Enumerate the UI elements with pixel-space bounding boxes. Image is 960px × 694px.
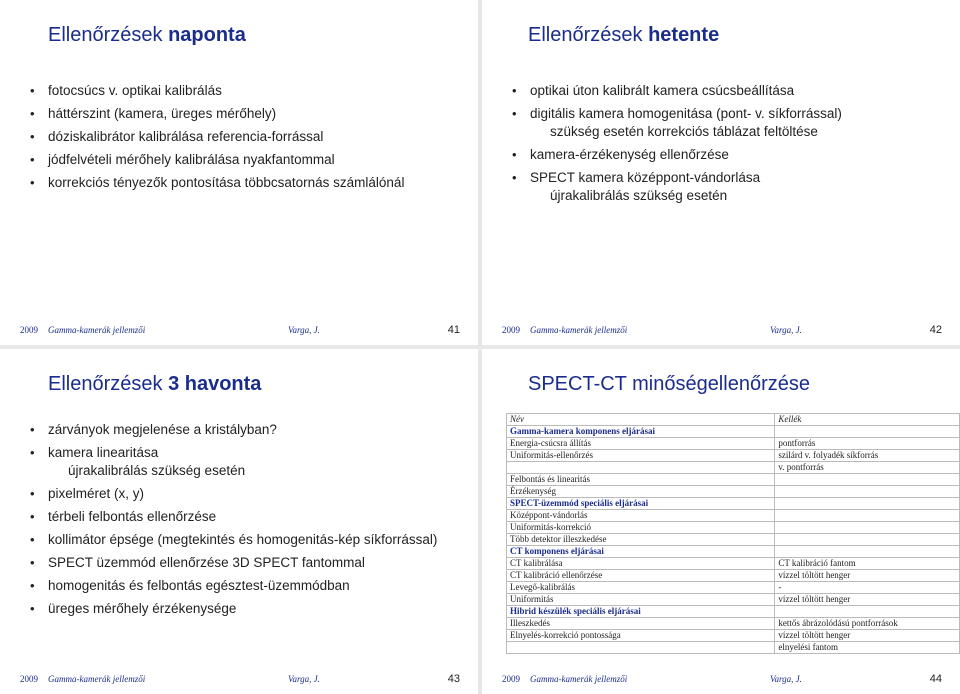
slide-42 bbox=[482, 0, 960, 345]
footer-author: Varga, J. bbox=[770, 325, 802, 335]
table-section-row bbox=[507, 546, 960, 558]
page-number: 43 bbox=[447, 673, 460, 685]
procedure-cell: Elnyelés-korrekció pontossága bbox=[507, 630, 775, 642]
bullet-item: • korrekciós tényezők pontosítása többcsatornás számlálónál bbox=[30, 174, 404, 192]
procedure-cell: Hibrid készülék speciális eljárásai bbox=[507, 606, 775, 618]
procedure-cell: Érzékenység bbox=[507, 486, 775, 498]
bullet-list bbox=[512, 82, 842, 210]
procedure-cell bbox=[507, 642, 775, 654]
tool-cell: CT kalibráció fantom bbox=[775, 558, 960, 570]
title-prefix: Ellenőrzések bbox=[528, 24, 649, 46]
tool-cell: - bbox=[775, 582, 960, 594]
bullet-item: • kollimátor épsége (megtekintés és homogenitás-kép síkforrással) bbox=[30, 531, 437, 549]
slide-title bbox=[48, 373, 261, 396]
tool-cell bbox=[775, 534, 960, 546]
procedure-cell: CT kalibrálása bbox=[507, 558, 775, 570]
table-row bbox=[507, 618, 960, 630]
table-section-row bbox=[507, 498, 960, 510]
slide-43 bbox=[0, 349, 478, 694]
procedure-cell bbox=[507, 462, 775, 474]
table-row bbox=[507, 474, 960, 486]
tool-cell: szilárd v. folyadék síkforrás bbox=[775, 450, 960, 462]
qc-table bbox=[506, 413, 960, 654]
footer-topic: Gamma-kamerák jellemzői bbox=[530, 674, 628, 684]
bullet-item: • kamera linearitása bbox=[30, 444, 437, 462]
table-row bbox=[507, 582, 960, 594]
page-number: 44 bbox=[929, 673, 942, 685]
tool-cell: pontforrás bbox=[775, 438, 960, 450]
tool-cell: vízzel töltött henger bbox=[775, 630, 960, 642]
tool-cell: vízzel töltött henger bbox=[775, 594, 960, 606]
tool-cell bbox=[775, 426, 960, 438]
title-emphasis: 3 havonta bbox=[168, 373, 262, 395]
tool-cell bbox=[775, 498, 960, 510]
footer-topic: Gamma-kamerák jellemzői bbox=[48, 674, 146, 684]
bullet-item: • digitális kamera homogenitása (pont- v. síkforrással) bbox=[512, 105, 842, 123]
bullet-item: • térbeli felbontás ellenőrzése bbox=[30, 508, 437, 526]
footer-topic: Gamma-kamerák jellemzői bbox=[48, 325, 146, 335]
footer-topic: Gamma-kamerák jellemzői bbox=[530, 325, 628, 335]
procedure-cell: Gamma-kamera komponens eljárásai bbox=[507, 426, 775, 438]
sub-item: újrakalibrálás szükség esetén bbox=[550, 188, 728, 203]
bullet-list bbox=[30, 421, 437, 623]
procedure-cell: Illeszkedés bbox=[507, 618, 775, 630]
table-body bbox=[507, 426, 960, 654]
tool-cell bbox=[775, 522, 960, 534]
table-row bbox=[507, 558, 960, 570]
header-tool: Kellék bbox=[775, 414, 960, 426]
procedure-cell: Uniformitás-ellenőrzés bbox=[507, 450, 775, 462]
procedure-cell: Felbontás és linearitás bbox=[507, 474, 775, 486]
sub-item: újrakalibrálás szükség esetén bbox=[68, 463, 246, 478]
header-name: Név bbox=[507, 414, 775, 426]
slide-title: SPECT-CT minőségellenőrzése bbox=[528, 373, 810, 395]
table-row bbox=[507, 594, 960, 606]
table-row bbox=[507, 534, 960, 546]
bullet-list bbox=[30, 82, 404, 197]
table-row bbox=[507, 486, 960, 498]
slide-44 bbox=[482, 349, 960, 694]
footer-author: Varga, J. bbox=[288, 325, 320, 335]
procedure-cell: Levegő-kalibrálás bbox=[507, 582, 775, 594]
tool-cell: elnyelési fantom bbox=[775, 642, 960, 654]
procedure-cell: Uniformitás bbox=[507, 594, 775, 606]
bullet-item: • jódfelvételi mérőhely kalibrálása nyakfantommal bbox=[30, 151, 404, 169]
page-number: 42 bbox=[929, 324, 942, 336]
bullet-item: • fotocsúcs v. optikai kalibrálás bbox=[30, 82, 404, 100]
tool-cell: vízzel töltött henger bbox=[775, 570, 960, 582]
table-row bbox=[507, 462, 960, 474]
tool-cell bbox=[775, 486, 960, 498]
footer-year: 2009 bbox=[502, 325, 520, 335]
table-row bbox=[507, 522, 960, 534]
slide-title bbox=[528, 24, 719, 47]
footer-year: 2009 bbox=[20, 325, 38, 335]
procedure-cell: Középpont-vándorlás bbox=[507, 510, 775, 522]
slide-footer bbox=[502, 674, 942, 688]
bullet-item: • pixelméret (x, y) bbox=[30, 485, 437, 503]
title-prefix: Ellenőrzések bbox=[48, 373, 169, 395]
procedure-cell: Energia-csúcsra állítás bbox=[507, 438, 775, 450]
tool-cell: v. pontforrás bbox=[775, 462, 960, 474]
table-row bbox=[507, 510, 960, 522]
bullet-item: • SPECT üzemmód ellenőrzése 3D SPECT fantommal bbox=[30, 554, 437, 572]
table-row bbox=[507, 438, 960, 450]
table-row bbox=[507, 570, 960, 582]
tool-cell bbox=[775, 474, 960, 486]
table-row bbox=[507, 630, 960, 642]
bullet-item: • homogenitás és felbontás egésztest-üzemmódban bbox=[30, 577, 437, 595]
slide-title bbox=[48, 24, 246, 47]
table-section-row bbox=[507, 606, 960, 618]
bullet-item: • üreges mérőhely érzékenysége bbox=[30, 600, 437, 618]
table-row bbox=[507, 642, 960, 654]
procedure-cell: SPECT-üzemmód speciális eljárásai bbox=[507, 498, 775, 510]
slide-footer bbox=[20, 325, 460, 339]
table-section-row bbox=[507, 426, 960, 438]
bullet-item: • dóziskalibrátor kalibrálása referencia-forrással bbox=[30, 128, 404, 146]
table-row bbox=[507, 450, 960, 462]
slide-footer bbox=[20, 674, 460, 688]
footer-author: Varga, J. bbox=[288, 674, 320, 684]
procedure-cell: Több detektor illeszkedése bbox=[507, 534, 775, 546]
bullet-item: • SPECT kamera középpont-vándorlása bbox=[512, 169, 842, 187]
bullet-item: • optikai úton kalibrált kamera csúcsbeállítása bbox=[512, 82, 842, 100]
tool-cell bbox=[775, 510, 960, 522]
table-header-row bbox=[507, 414, 960, 426]
bullet-item: • zárványok megjelenése a kristályban? bbox=[30, 421, 437, 439]
procedure-cell: Uniformitás-korrekció bbox=[507, 522, 775, 534]
footer-year: 2009 bbox=[502, 674, 520, 684]
procedure-cell: CT komponens eljárásai bbox=[507, 546, 775, 558]
page-number: 41 bbox=[447, 324, 460, 336]
procedure-cell: CT kalibráció ellenőrzése bbox=[507, 570, 775, 582]
slide-footer bbox=[502, 325, 942, 339]
tool-cell bbox=[775, 546, 960, 558]
sub-item: szükség esetén korrekciós táblázat feltöltése bbox=[550, 124, 818, 139]
footer-year: 2009 bbox=[20, 674, 38, 684]
title-emphasis: hetente bbox=[648, 24, 720, 46]
bullet-item: • háttérszint (kamera, üreges mérőhely) bbox=[30, 105, 404, 123]
slide-41 bbox=[0, 0, 478, 345]
footer-author: Varga, J. bbox=[770, 674, 802, 684]
tool-cell: kettős ábrázolódású pontforrások bbox=[775, 618, 960, 630]
title-emphasis: naponta bbox=[168, 24, 246, 46]
tool-cell bbox=[775, 606, 960, 618]
bullet-item: • kamera-érzékenység ellenőrzése bbox=[512, 146, 842, 164]
title-prefix: Ellenőrzések bbox=[48, 24, 169, 46]
